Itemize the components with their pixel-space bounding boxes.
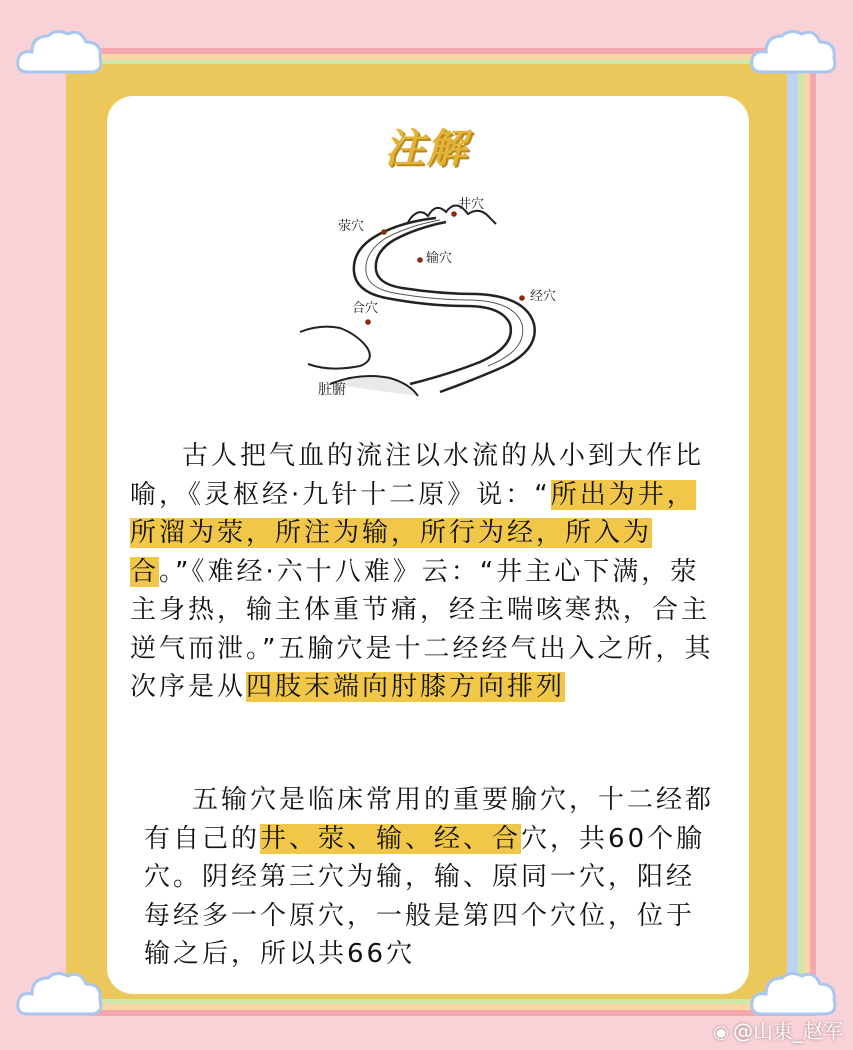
watermark-text: @山東_赵军 [733, 1019, 843, 1043]
zangfu-label: 脏腑 [318, 382, 346, 398]
paragraph-one-highlight: 所出为井，所溜为荥，所注为输，所行为经，所入为合 [130, 479, 696, 587]
cloud-icon [748, 24, 840, 82]
paragraph-two [144, 781, 714, 974]
he-label: 合穴 [352, 301, 379, 316]
paragraph-one-highlight-2: 四肢末端向肘膝方向排列 [246, 672, 566, 702]
ying-point [381, 229, 387, 235]
watermark [713, 1015, 843, 1044]
page-title: 注解 [384, 126, 469, 172]
jing2-label: 经穴 [530, 289, 557, 304]
jing2-point [519, 295, 525, 301]
paragraph-two-highlight: 井、荥、输、经、合 [260, 823, 522, 854]
cloud-icon [14, 966, 106, 1024]
cloud-icon [14, 24, 106, 82]
jing-point [451, 211, 457, 217]
shore-line [300, 327, 370, 369]
paragraph-two-text-2: 穴，共60个腧穴。阴经第三穴为输，输、原同一穴，阳经每经多一个原穴，一般是第四个穴位，位于输之后，所以共66穴 [144, 823, 706, 969]
paragraph-one-text: 古人把气血的流注以水流的从小到大作比喻，《灵枢经·九针十二原》说：“ [130, 441, 705, 510]
jing-label: 井穴 [458, 197, 485, 212]
he-point [365, 319, 371, 325]
shu-point [417, 257, 423, 263]
shu-label: 输穴 [426, 251, 453, 266]
weibo-icon: ◉ [713, 1022, 729, 1043]
ying-label: 荥穴 [338, 219, 365, 234]
paragraph-one [130, 437, 722, 707]
paragraph-two-text: 五输穴是临床常用的重要腧穴，十二经都有自己的 [144, 785, 715, 854]
paragraph-one-text-2: 。”《难经·六十八难》云：“井主心下满，荥主身热，输主体重节痛，经主喘咳寒热，合主逆气而泄。”五腧穴是十二经经气出入之所，其次序是从 [130, 556, 714, 702]
river-diagram [290, 188, 575, 398]
